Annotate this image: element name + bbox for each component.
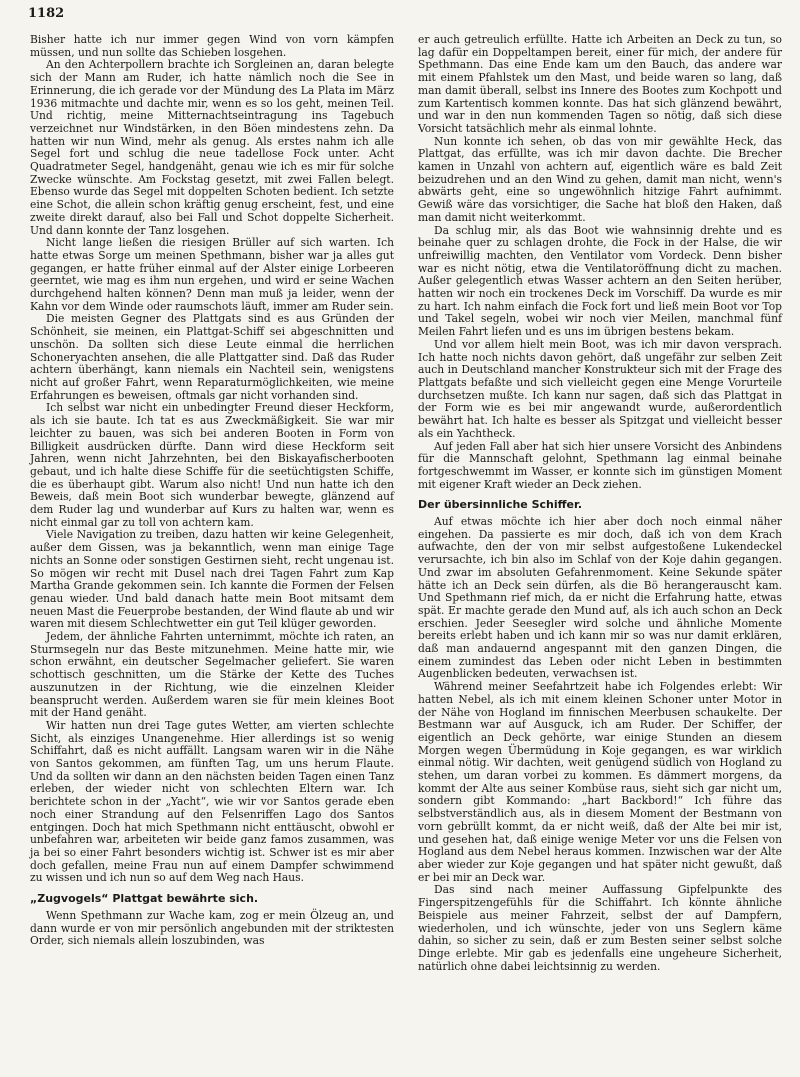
page-number: 1182 [28,6,65,21]
paragraph: er auch getreulich erfüllte. Hatte ich Arbeiten an Deck zu tun, so lag dafür ein Doppeltampen bereit, einer für mich, der andere für Spethmann. Das eine Ende kam um den Bauch, das andere war mit einem Pfahlstek um den Mast, und beide waren so lang, daß man damit überall, selbst ins Innere des Bootes zum Kochpott und zum Kartentisch kommen konnte. Das hat sich glänzend bewährt, und war in den nun kommenden Tagen so nötig, daß sich diese Vorsicht tatsächlich mehr als einmal lohnte. [418,33,782,135]
paragraph: Auf etwas möchte ich hier aber doch noch einmal näher eingehen. Da passierte es mir doch, daß ich von dem Krach aufwachte, den der von mir selbst aufgestoßene Lukendeckel verursachte, ich bin also im Schlaf von der Koje dahin gegangen. Und zwar im absoluten Gefahrenmoment. Keine Sekunde später hätte ich an Deck sein dürfen, als die Bö herangerauscht kam. Und Spethmann rief mich, da er nicht die Erfahrung hatte, etwas spät. Er machte gerade den Mund auf, als ich auch schon an Deck erschien. Jeder Seesegler wird solche und ähnliche Momente bereits erlebt haben und ich kann mir so was nur damit erklären, daß man andauernd angespannt mit den ganzen Dingen, die einem zumindest das Leben oder nicht Leben in bestimmten Augenblicken bedeuten, verwachsen ist. [418,515,782,681]
paragraph: Jedem, der ähnliche Fahrten unternimmt, möchte ich raten, an Sturmsegeln nur das Beste mitzunehmen. Meine hatte mir, wie schon erwähnt, ein deutscher Segelmacher geliefert. Sie waren schottisch geschnitten, um die Stärke der Kette des Tuches auszunutzen in der Richtung, wie die einzelnen Kleider beansprucht werden. Außerdem waren sie für mein kleines Boot mit der Hand genäht. [30,630,394,720]
left-column [30,34,394,948]
paragraph: Auf jeden Fall aber hat sich hier unsere Vorsicht des Anbindens für die Mannschaft gelohnt, Spethmann lag einmal beinahe fortgeschwemmt im Wasser, er konnte sich im günstigen Moment mit eigener Kraft wieder an Deck ziehen. [418,439,782,491]
paragraph: An den Achterpollern brachte ich Sorgleinen an, daran belegte sich der Mann am Ruder, ich hatte nämlich noch die See in Erinnerung, die ich gerade vor der Mündung des La Plata im März 1936 mitmachte und dachte mir, wenn es so los geht, meinen Teil. Und richtig, meine Mitternachtseintragung ins Tagebuch verzeichnet nur Windstärken, in den Böen mindestens zehn. Da hatten wir nun Wind, mehr als genug. Als erstes nahm ich alle Segel fort und schlug die neue tadellose Fock unter. Acht Quadratmeter Segel, handgenäht, genau wie ich es mir für solche Zwecke wünschte. Am Fockstag gesetzt, mit zwei Fallen belegt. Ebenso wurde das Segel mit doppelten Schoten bedient. Ich setzte eine Schot, die allein schon kräftig genug erscheint, fest, und eine zweite direkt darauf, also bei Fall und Schot doppelte Sicherheit. Und dann konnte der Tanz losgehen. [30,58,394,237]
paragraph: Die meisten Gegner des Plattgats sind es aus Gründen der Schönheit, sie meinen, ein Plattgat-Schiff sei abgeschnitten und unschön. Da sollten sich diese Leute einmal die herrlichen Schoneryachten ansehen, die alle Plattgatter sind. Daß das Ruder achtern überhängt, kann niemals ein Nachteil sein, wenigstens nicht auf großer Fahrt, wenn Reparaturmöglichkeiten, wie meine Erfahrungen es beweisen, oftmals gar nicht vorhanden sind. [30,312,394,402]
paragraph: Wenn Spethmann zur Wache kam, zog er mein Ölzeug an, und dann wurde er von mir persönlich angebunden mit der striktesten Order, sich niemals allein loszubinden, was [30,908,394,948]
paragraph: Das sind nach meiner Auffassung Gipfelpunkte des Fingerspitzengefühls für die Schiffahrt. Ich könnte ähnliche Beispiele aus meiner Fahrzeit, selbst der auf Dampfern, wiederholen, und ich wünschte, jeder von uns Seglern käme dahin, so sicher zu sein, daß er zum Besten seiner selbst solche Dinge erlebte. Mir gab es jedenfalls eine ungeheure Sicherheit, natürlich ohne dabei leichtsinnig zu werden. [418,883,782,973]
paragraph: Ich selbst war nicht ein unbedingter Freund dieser Heckform, als ich sie baute. Ich tat es aus Zweckmäßigkeit. Sie war mir leichter zu bauen, was sich bei anderen Booten in Form von Billigkeit ausdrücken dürfte. Dann wird diese Heckform seit Jahren, wenn nicht Jahrzehnten, bei den Biskayafischerbooten gebaut, und ich halte diese Schiffe für die seetüchtigsten Schiffe, die es überhaupt gibt. Warum also nicht! Und nun hatte ich den Beweis, daß mein Boot sich wunderbar bewegte, glänzend auf dem Ruder lag und wunderbar auf Kurs zu halten war, wenn es nicht einmal gar zu toll von achtern kam. [30,401,394,529]
paragraph: Bisher hatte ich nur immer gegen Wind von vorn kämpfen müssen, und nun sollte das Schieben losgehen. [30,33,394,59]
section-heading: Der übersinnliche Schiffer. [418,498,583,512]
paragraph: Während meiner Seefahrtzeit habe ich Folgendes erlebt: Wir hatten Nebel, als ich mit einem kleinen Schoner unter Motor in der Nähe von Hogland im finnischen Meerbusen schaukelte. Der Bestmann war auf Ausguck, ich am Ruder. Der Schiffer, der eigentlich an Deck gehörte, war einige Stunden an diesem Morgen wegen Übermüdung in Koje gegangen, es war wirklich einmal nötig. Wir dachten, weit genügend südlich von Hogland zu stehen, um daran vorbei zu kommen. Es dämmert morgens, da kommt der Alte aus seiner Kombüse raus, sieht sich gar nicht um, sondern gibt Kommando: „hart Backbord!“ Ich führe das selbstverständlich aus, als in diesem Moment der Bestmann von vorn gebrüllt kommt, da er nicht weiß, daß der Alte bei mir ist, und gesehen hat, daß einige wenige Meter vor uns die Felsen von Hogland aus dem Nebel heraus kommen. Inzwischen war der Alte aber wieder zur Koje gegangen und hat später nicht gewußt, daß er bei mir an Deck war. [418,680,782,884]
paragraph: Nicht lange ließen die riesigen Brüller auf sich warten. Ich hatte etwas Sorge um meinen Spethmann, bisher war ja alles gut gegangen, er hatte früher einmal auf der Alster einige Lorbeeren geerntet, wie mag es ihm nun ergehen, und wird er seine Wachen durchgehend halten können? Denn man muß ja leider, wenn der Kahn vor dem Winde oder raumschots läuft, immer am Ruder sein. [30,236,394,313]
section-heading: „Zugvogels“ Plattgat bewährte sich. [30,892,259,906]
paragraph: Nun konnte ich sehen, ob das von mir gewählte Heck, das Plattgat, das erfüllte, was ich mir davon dachte. Die Brecher kamen in Unzahl von achtern auf, eigentlich wäre es bald Zeit beizudrehen und an den Wind zu gehen, damit man nicht, wenn's abwärts geht, eine so ungewöhnlich hitzige Fahrt aufnimmt. Gewiß wäre das vorsichtiger, die Sache hat bloß den Haken, daß man damit nicht weiterkommt. [418,134,782,224]
paragraph: Wir hatten nun drei Tage gutes Wetter, am vierten schlechte Sicht, als einziges Unangenehme. Hier allerdings ist so wenig Schiffahrt, daß es nicht auffällt. Langsam waren wir in die Nähe von Santos gekommen, am fünften Tag, um uns herum Flaute. Und da sollten wir dann an den nächsten beiden Tagen einen Tanz erleben, der wieder nicht von schlechten Eltern war. Ich berichtete schon in der „Yacht“, wie wir vor Santos gerade eben noch einer Strandung auf den Felsenriffen Lago dos Santos entgingen. Doch hat mich Spethmann nicht enttäuscht, obwohl er unbefahren war, arbeiteten wir beide ganz famos zusammen, was ja bei so einer Fahrt besonders wichtig ist. Schwer ist es mir aber doch gefallen, meine Frau nun auf einem Dampfer schwimmend zu wissen und ich nun so auf dem Weg nach Haus. [30,718,394,885]
right-column [418,34,782,973]
paragraph: Da schlug mir, als das Boot wie wahnsinnig drehte und es beinahe quer zu schlagen drohte, die Fock in der Halse, die wir unfreiwillig machten, den Ventilator vom Vordeck. Denn bisher war es nicht nötig, etwa die Ventilatoröffnung dicht zu machen. Außer gelegentlich etwas Wasser achtern an den Seiten herüber, hatten wir noch ein trockenes Deck im Vorschiff. Da wurde es mir zu hart. Ich nahm einfach die Fock fort und ließ mein Boot vor Top und Takel segeln, wobei wir noch vier Meilen, manchmal fünf Meilen Fahrt liefen und es uns im übrigen bestens bekam. [418,223,782,339]
paragraph: Viele Navigation zu treiben, dazu hatten wir keine Gelegenheit, außer dem Gissen, was ja bekanntlich, wenn man einige Tage nichts an Sonne oder sonstigen Gestirnen sieht, recht ungenau ist. So mögen wir recht mit Dusel nach drei Tagen Fahrt zum Kap Martha Grande gekommen sein. Ich kannte die Formen der Felsen genau wieder. Und bald danach hatte mein Boot mitsamt dem neuen Mast die Feuerprobe bestanden, der Wind flaute ab und wir waren mit diesem Schlechtwetter ein gut Teil klüger geworden. [30,528,394,631]
paragraph: Und vor allem hielt mein Boot, was ich mir davon versprach. Ich hatte noch nichts davon gehört, daß ungefähr zur selben Zeit auch in Deutschland mancher Konstrukteur sich mit der Frage des Plattgats befaßte und sich vielleicht gegen eine Menge Vorurteile durchsetzen mußte. Ich kann nur sagen, daß sich das Plattgat in der Form wie es bei mir angewandt wurde, außerordentlich bewährt hat. Ich halte es besser als Spitzgat und vielleicht besser als ein Yachtheck. [418,337,782,440]
